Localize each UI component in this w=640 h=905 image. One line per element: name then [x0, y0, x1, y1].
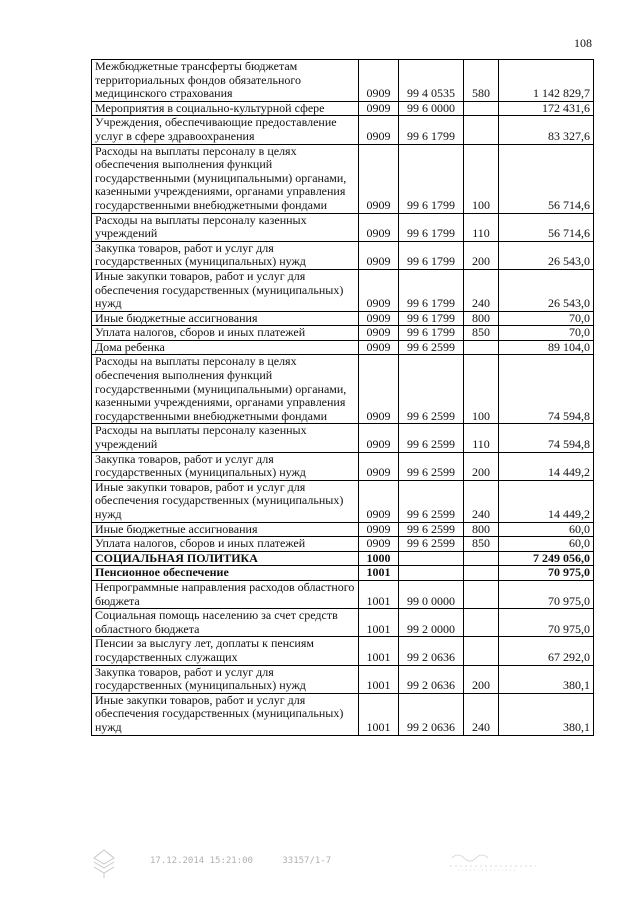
table-row	[92, 424, 594, 452]
row-name: СОЦИАЛЬНАЯ ПОЛИТИКА	[92, 551, 359, 566]
row-kind: 800	[464, 311, 499, 326]
row-name: Расходы на выплаты персоналу в целях обеспечения выполнения функций государственными (муниципальными) органами, казенными учреждениями, органами управления государственными внебюджетными фондами	[92, 355, 359, 424]
row-section: 0909	[359, 355, 399, 424]
row-section: 0909	[359, 116, 399, 144]
table-row	[92, 637, 594, 665]
page-number: 108	[574, 36, 592, 50]
row-name: Закупка товаров, работ и услуг для государственных (муниципальных) нужд	[92, 665, 359, 693]
row-article: 99 6 2599	[399, 522, 464, 537]
row-section: 1001	[359, 665, 399, 693]
row-article: 99 6 1799	[399, 241, 464, 269]
row-sum: 7 249 056,0	[499, 551, 594, 566]
row-name: Иные бюджетные ассигнования	[92, 311, 359, 326]
row-name: Уплата налогов, сборов и иных платежей	[92, 537, 359, 552]
footer-doc-code: 33157/1-7	[282, 856, 332, 866]
row-kind	[464, 609, 499, 637]
row-sum: 70 975,0	[499, 580, 594, 608]
row-section: 0909	[359, 269, 399, 311]
row-kind: 850	[464, 537, 499, 552]
row-section: 0909	[359, 480, 399, 522]
row-article: 99 6 0000	[399, 101, 464, 116]
row-sum: 26 543,0	[499, 241, 594, 269]
table-row	[92, 60, 594, 102]
row-name: Дома ребенка	[92, 340, 359, 355]
row-section: 0909	[359, 213, 399, 241]
table-row	[92, 269, 594, 311]
row-article: 99 6 2599	[399, 480, 464, 522]
row-section: 0909	[359, 60, 399, 102]
row-article: 99 2 0000	[399, 609, 464, 637]
row-kind: 110	[464, 424, 499, 452]
table-row	[92, 213, 594, 241]
row-section: 1001	[359, 609, 399, 637]
row-sum: 380,1	[499, 665, 594, 693]
row-article: 99 2 0636	[399, 693, 464, 735]
row-name: Пенсионное обеспечение	[92, 566, 359, 581]
row-article: 99 6 2599	[399, 424, 464, 452]
row-sum: 56 714,6	[499, 144, 594, 213]
row-name: Расходы на выплаты персоналу казенных учреждений	[92, 213, 359, 241]
row-sum: 380,1	[499, 693, 594, 735]
row-article: 99 6 2599	[399, 340, 464, 355]
row-article: 99 6 1799	[399, 144, 464, 213]
row-name: Социальная помощь населению за счет средств областного бюджета	[92, 609, 359, 637]
row-sum: 67 292,0	[499, 637, 594, 665]
row-section: 0909	[359, 522, 399, 537]
row-section: 1001	[359, 693, 399, 735]
row-section: 1000	[359, 551, 399, 566]
row-article	[399, 566, 464, 581]
row-kind: 110	[464, 213, 499, 241]
row-kind: 580	[464, 60, 499, 102]
row-article: 99 6 2599	[399, 355, 464, 424]
row-section: 0909	[359, 241, 399, 269]
table-row	[92, 566, 594, 581]
row-section: 0909	[359, 144, 399, 213]
row-name: Уплата налогов, сборов и иных платежей	[92, 326, 359, 341]
row-name: Иные бюджетные ассигнования	[92, 522, 359, 537]
row-section: 0909	[359, 452, 399, 480]
row-name: Расходы на выплаты персоналу казенных учреждений	[92, 424, 359, 452]
row-name: Пенсии за выслугу лет, доплаты к пенсиям государственных служащих	[92, 637, 359, 665]
table-row	[92, 693, 594, 735]
table-row	[92, 580, 594, 608]
row-section: 0909	[359, 340, 399, 355]
row-article: 99 0 0000	[399, 580, 464, 608]
row-name: Межбюджетные трансферты бюджетам территориальных фондов обязательного медицинского страхования	[92, 60, 359, 102]
row-sum: 60,0	[499, 522, 594, 537]
row-section: 0909	[359, 311, 399, 326]
row-kind: 240	[464, 693, 499, 735]
row-name: Расходы на выплаты персоналу в целях обеспечения выполнения функций государственными (муниципальными) органами, казенными учреждениями, органами управления государственными внебюджетными фондами	[92, 144, 359, 213]
row-sum: 26 543,0	[499, 269, 594, 311]
budget-table	[91, 59, 594, 736]
row-section: 1001	[359, 637, 399, 665]
table-row	[92, 116, 594, 144]
row-article: 99 4 0535	[399, 60, 464, 102]
table-row	[92, 101, 594, 116]
row-name: Закупка товаров, работ и услуг для государственных (муниципальных) нужд	[92, 241, 359, 269]
row-kind	[464, 101, 499, 116]
table-row	[92, 452, 594, 480]
row-sum: 70 975,0	[499, 566, 594, 581]
row-article: 99 6 2599	[399, 537, 464, 552]
row-kind: 200	[464, 665, 499, 693]
signature-stamp	[448, 850, 538, 874]
row-name: Закупка товаров, работ и услуг для государственных (муниципальных) нужд	[92, 452, 359, 480]
row-sum: 83 327,6	[499, 116, 594, 144]
table-row	[92, 609, 594, 637]
row-article: 99 6 2599	[399, 452, 464, 480]
footer-datetime: 17.12.2014 15:21:00	[150, 856, 253, 866]
row-sum: 70,0	[499, 326, 594, 341]
table-row	[92, 355, 594, 424]
row-article: 99 2 0636	[399, 637, 464, 665]
table-row	[92, 340, 594, 355]
row-kind	[464, 551, 499, 566]
row-name: Иные закупки товаров, работ и услуг для обеспечения государственных (муниципальных) нужд	[92, 480, 359, 522]
row-section: 1001	[359, 566, 399, 581]
row-kind: 200	[464, 452, 499, 480]
table-row	[92, 144, 594, 213]
row-sum: 70,0	[499, 311, 594, 326]
row-kind	[464, 116, 499, 144]
table-row	[92, 241, 594, 269]
table-row	[92, 537, 594, 552]
row-section: 0909	[359, 537, 399, 552]
row-article: 99 6 1799	[399, 116, 464, 144]
row-sum: 74 594,8	[499, 424, 594, 452]
table-row	[92, 326, 594, 341]
row-kind: 200	[464, 241, 499, 269]
row-name: Иные закупки товаров, работ и услуг для обеспечения государственных (муниципальных) нужд	[92, 269, 359, 311]
row-name: Мероприятия в социально-культурной сфере	[92, 101, 359, 116]
row-article: 99 6 1799	[399, 311, 464, 326]
row-name: Иные закупки товаров, работ и услуг для обеспечения государственных (муниципальных) нужд	[92, 693, 359, 735]
budget-table-body	[92, 60, 594, 736]
row-kind: 100	[464, 144, 499, 213]
row-article: 99 2 0636	[399, 665, 464, 693]
row-sum: 172 431,6	[499, 101, 594, 116]
table-row	[92, 522, 594, 537]
row-sum: 60,0	[499, 537, 594, 552]
row-sum: 70 975,0	[499, 609, 594, 637]
row-kind: 100	[464, 355, 499, 424]
row-kind	[464, 637, 499, 665]
row-kind: 800	[464, 522, 499, 537]
row-section: 0909	[359, 424, 399, 452]
row-sum: 14 449,2	[499, 452, 594, 480]
row-name: Непрограммные направления расходов областного бюджета	[92, 580, 359, 608]
row-sum: 1 142 829,7	[499, 60, 594, 102]
row-article	[399, 551, 464, 566]
table-row	[92, 480, 594, 522]
row-kind: 240	[464, 480, 499, 522]
row-kind: 850	[464, 326, 499, 341]
row-article: 99 6 1799	[399, 269, 464, 311]
table-row	[92, 311, 594, 326]
row-sum: 89 104,0	[499, 340, 594, 355]
table-row	[92, 665, 594, 693]
row-sum: 56 714,6	[499, 213, 594, 241]
row-sum: 74 594,8	[499, 355, 594, 424]
row-article: 99 6 1799	[399, 326, 464, 341]
footer	[150, 856, 355, 866]
row-article: 99 6 1799	[399, 213, 464, 241]
table-row	[92, 551, 594, 566]
row-kind: 240	[464, 269, 499, 311]
row-section: 0909	[359, 101, 399, 116]
row-name: Учреждения, обеспечивающие предоставление услуг в сфере здравоохранения	[92, 116, 359, 144]
stamp-logo	[90, 848, 118, 880]
row-sum: 14 449,2	[499, 480, 594, 522]
row-kind	[464, 340, 499, 355]
row-kind	[464, 566, 499, 581]
row-section: 1001	[359, 580, 399, 608]
row-section: 0909	[359, 326, 399, 341]
row-kind	[464, 580, 499, 608]
